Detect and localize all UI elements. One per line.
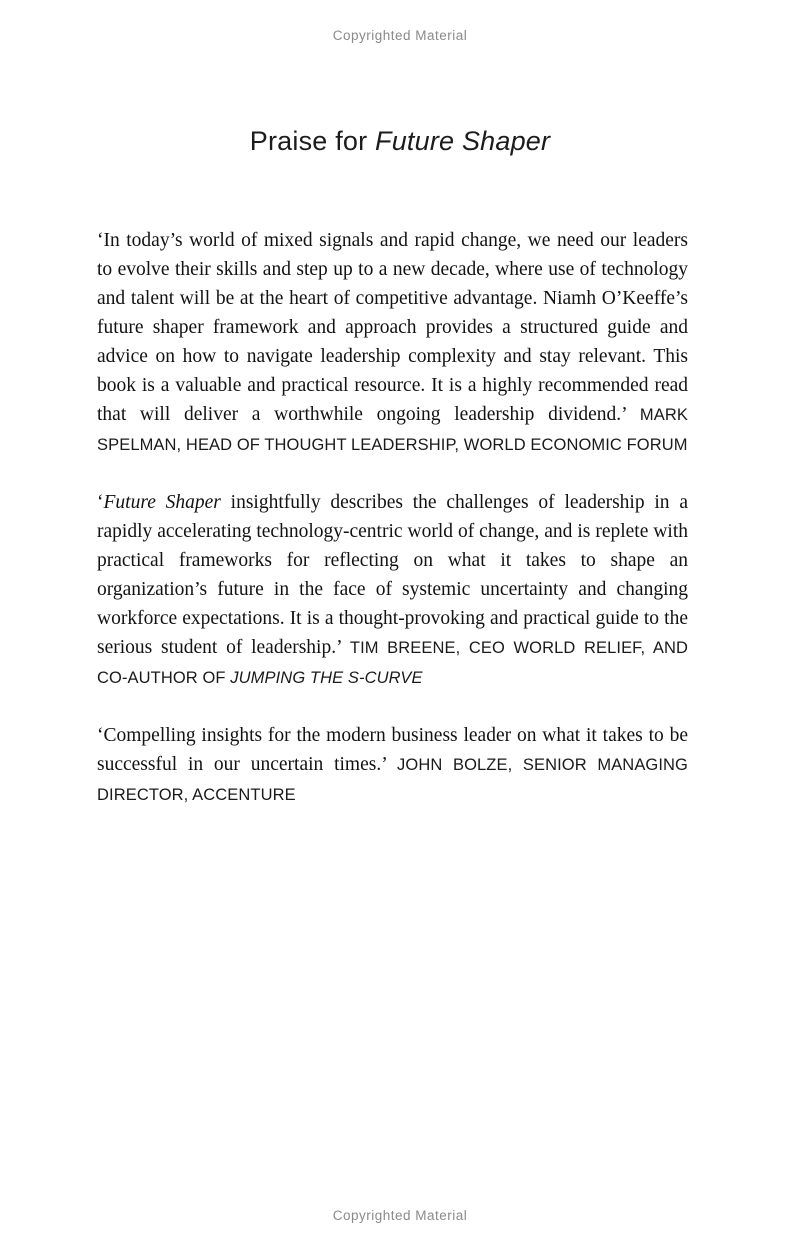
praise-quote [97,226,688,460]
quote-segment: MARK SPELMAN, HEAD OF THOUGHT LEADERSHIP, WORLD ECONOMIC FORUM [97,406,688,454]
quote-segment: insightfully describes the challenges of leadership in a rapidly accelerating technology-centric world of change, and is replete with practical frameworks for reflecting on what it takes to shape an organization’s future in the face of systemic uncertainty and changing workforce expectations. It is a thought-provoking and practical guide to the serious student of leadership.’ [97,492,689,658]
page-title [0,126,800,157]
quote-segment: ‘ [97,492,104,513]
page-title-prefix: Praise for [249,126,376,157]
praise-quote [97,721,688,810]
copyright-notice-bottom: Copyrighted Material [332,1208,468,1223]
quote-segment: ‘In today’s world of mixed signals and rapid change, we need our leaders to evolve their skills and step up to a new decade, where use of technology and talent will be at the heart of competitive advantage. Niamh O’Keeffe’s future shaper framework and approach provides a structured guide and advice on how to navigate leadership complexity and stay relevant. This book is a valuable and practical resource. It is a highly recommended read that will deliver a worthwhile ongoing leadership dividend.’ [97,230,688,425]
page-title-book-name: Future Shaper [375,126,551,157]
praise-quote [97,488,688,693]
quote-segment: ‘Compelling insights for the modern business leader on what it takes to be successful in our uncertain times.’ [97,725,688,775]
quote-segment: JOHN BOLZE, SENIOR MANAGING DIRECTOR, ACCENTURE [97,756,688,804]
quote-segment: Future Shaper [103,492,221,513]
quote-segment: JUMPING THE S-CURVE [230,669,423,687]
copyright-notice-top: Copyrighted Material [332,28,468,43]
quote-segment: TIM BREENE, CEO WORLD RELIEF, AND CO-AUTHOR OF [97,639,689,687]
praise-quotes-section [97,226,688,838]
